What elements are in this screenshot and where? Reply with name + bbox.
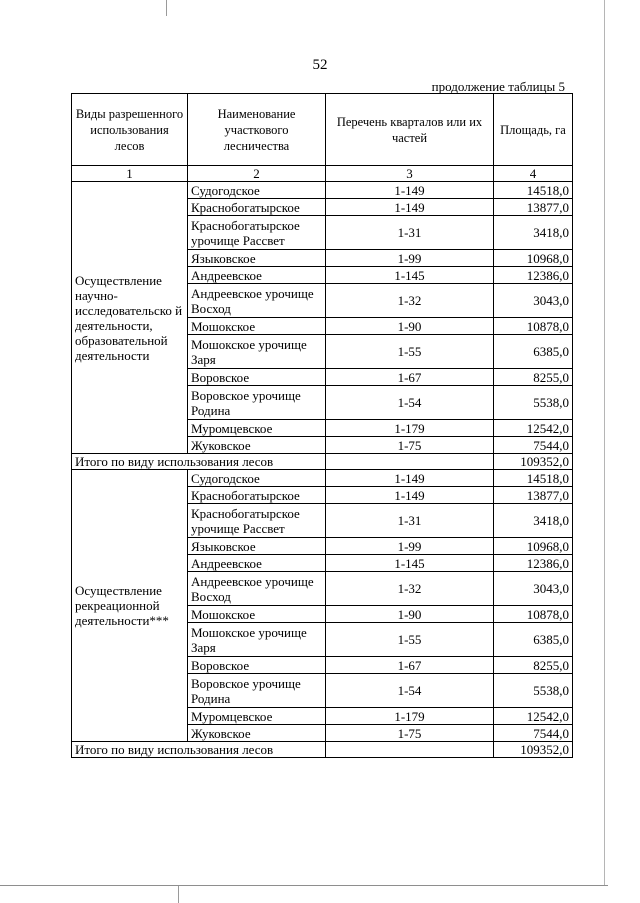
header-kind: Виды разрешенного использования лесов bbox=[72, 94, 188, 166]
area-value: 8255,0 bbox=[494, 369, 573, 386]
forestry-name: Краснобогатырское bbox=[188, 487, 326, 504]
forestry-name: Андреевское bbox=[188, 267, 326, 284]
total-empty-cell bbox=[326, 742, 494, 758]
forestry-name: Воровское bbox=[188, 657, 326, 674]
use-kind-cell: Осуществление научно-исследовательско й деятельности, образовательной деятельности bbox=[72, 182, 188, 454]
area-value: 3418,0 bbox=[494, 504, 573, 538]
right-margin-line bbox=[604, 0, 605, 886]
total-value: 109352,0 bbox=[494, 742, 573, 758]
quarters-range: 1-32 bbox=[326, 572, 494, 606]
total-label: Итого по виду использования лесов bbox=[72, 742, 326, 758]
quarters-range: 1-55 bbox=[326, 335, 494, 369]
area-value: 3043,0 bbox=[494, 284, 573, 318]
table-row bbox=[72, 182, 573, 199]
forestry-name: Мошокское урочище Заря bbox=[188, 623, 326, 657]
forestry-name: Воровское bbox=[188, 369, 326, 386]
forestry-name: Андреевское bbox=[188, 555, 326, 572]
bottom-scan-mark bbox=[178, 886, 179, 903]
area-value: 5538,0 bbox=[494, 386, 573, 420]
use-kind-cell: Осуществление рекреационной деятельности*** bbox=[72, 470, 188, 742]
forestry-name: Языковское bbox=[188, 538, 326, 555]
column-number: 4 bbox=[494, 166, 573, 182]
area-value: 10968,0 bbox=[494, 538, 573, 555]
forestry-name: Воровское урочище Родина bbox=[188, 386, 326, 420]
forestry-name: Андреевское урочище Восход bbox=[188, 284, 326, 318]
quarters-range: 1-67 bbox=[326, 657, 494, 674]
quarters-range: 1-179 bbox=[326, 420, 494, 437]
forestry-name: Краснобогатырское урочище Рассвет bbox=[188, 216, 326, 250]
total-value: 109352,0 bbox=[494, 454, 573, 470]
header-quarters: Перечень кварталов или их частей bbox=[326, 94, 494, 166]
header-row bbox=[72, 94, 573, 166]
quarters-range: 1-54 bbox=[326, 674, 494, 708]
forestry-name: Жуковское bbox=[188, 725, 326, 742]
quarters-range: 1-149 bbox=[326, 199, 494, 216]
total-label: Итого по виду использования лесов bbox=[72, 454, 326, 470]
area-value: 12386,0 bbox=[494, 555, 573, 572]
quarters-range: 1-54 bbox=[326, 386, 494, 420]
area-value: 6385,0 bbox=[494, 623, 573, 657]
total-row bbox=[72, 742, 573, 758]
quarters-range: 1-75 bbox=[326, 725, 494, 742]
forest-use-table bbox=[71, 93, 573, 758]
area-value: 12542,0 bbox=[494, 420, 573, 437]
quarters-range: 1-75 bbox=[326, 437, 494, 454]
area-value: 10968,0 bbox=[494, 250, 573, 267]
forestry-name: Краснобогатырское bbox=[188, 199, 326, 216]
area-value: 5538,0 bbox=[494, 674, 573, 708]
column-number: 3 bbox=[326, 166, 494, 182]
forestry-name: Краснобогатырское урочище Рассвет bbox=[188, 504, 326, 538]
area-value: 3418,0 bbox=[494, 216, 573, 250]
table-continuation-label: продолжение таблицы 5 bbox=[431, 79, 565, 94]
quarters-range: 1-31 bbox=[326, 504, 494, 538]
quarters-range: 1-149 bbox=[326, 470, 494, 487]
area-value: 10878,0 bbox=[494, 318, 573, 335]
quarters-range: 1-149 bbox=[326, 182, 494, 199]
column-number: 1 bbox=[72, 166, 188, 182]
forestry-name: Мошокское урочище Заря bbox=[188, 335, 326, 369]
page-number: 52 bbox=[312, 57, 328, 73]
table-row bbox=[72, 470, 573, 487]
column-number-row bbox=[72, 166, 573, 182]
total-row bbox=[72, 454, 573, 470]
area-value: 3043,0 bbox=[494, 572, 573, 606]
forestry-name: Мошокское bbox=[188, 606, 326, 623]
area-value: 8255,0 bbox=[494, 657, 573, 674]
quarters-range: 1-179 bbox=[326, 708, 494, 725]
quarters-range: 1-55 bbox=[326, 623, 494, 657]
forestry-name: Андреевское урочище Восход bbox=[188, 572, 326, 606]
header-area: Площадь, га bbox=[494, 94, 573, 166]
area-value: 13877,0 bbox=[494, 487, 573, 504]
bottom-margin-line bbox=[0, 885, 608, 886]
area-value: 12386,0 bbox=[494, 267, 573, 284]
forestry-name: Языковское bbox=[188, 250, 326, 267]
forestry-name: Судогодское bbox=[188, 470, 326, 487]
area-value: 14518,0 bbox=[494, 470, 573, 487]
area-value: 14518,0 bbox=[494, 182, 573, 199]
total-empty-cell bbox=[326, 454, 494, 470]
area-value: 7544,0 bbox=[494, 437, 573, 454]
quarters-range: 1-67 bbox=[326, 369, 494, 386]
area-value: 12542,0 bbox=[494, 708, 573, 725]
area-value: 10878,0 bbox=[494, 606, 573, 623]
column-number: 2 bbox=[188, 166, 326, 182]
area-value: 13877,0 bbox=[494, 199, 573, 216]
quarters-range: 1-145 bbox=[326, 555, 494, 572]
quarters-range: 1-90 bbox=[326, 606, 494, 623]
top-scan-mark bbox=[166, 0, 167, 16]
forestry-name: Жуковское bbox=[188, 437, 326, 454]
area-value: 7544,0 bbox=[494, 725, 573, 742]
quarters-range: 1-99 bbox=[326, 250, 494, 267]
header-forestry: Наименование участкового лесничества bbox=[188, 94, 326, 166]
quarters-range: 1-145 bbox=[326, 267, 494, 284]
forestry-name: Воровское урочище Родина bbox=[188, 674, 326, 708]
forestry-name: Муромцевское bbox=[188, 708, 326, 725]
quarters-range: 1-99 bbox=[326, 538, 494, 555]
forestry-name: Муромцевское bbox=[188, 420, 326, 437]
area-value: 6385,0 bbox=[494, 335, 573, 369]
quarters-range: 1-149 bbox=[326, 487, 494, 504]
forestry-name: Мошокское bbox=[188, 318, 326, 335]
forestry-name: Судогодское bbox=[188, 182, 326, 199]
quarters-range: 1-31 bbox=[326, 216, 494, 250]
quarters-range: 1-32 bbox=[326, 284, 494, 318]
quarters-range: 1-90 bbox=[326, 318, 494, 335]
